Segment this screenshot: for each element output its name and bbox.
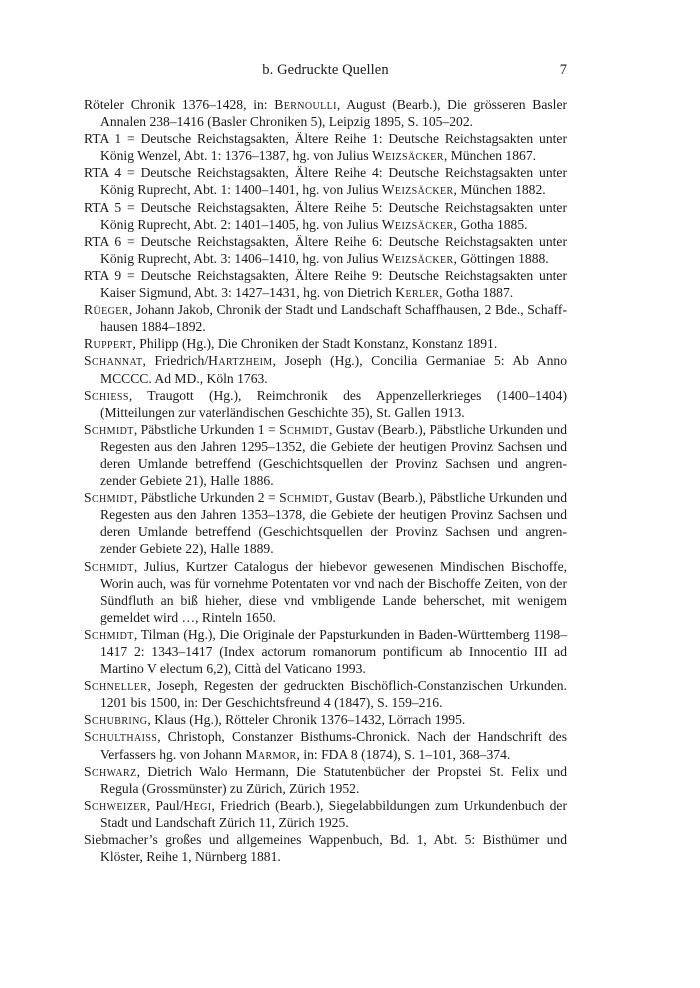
entry-text: , Johann Jakob, Chronik der Stadt und Landschaft Schaffhausen, 2 Bde., Schaff-hausen 1884–1892. xyxy=(100,302,567,335)
entry-text: , Gotha 1885. xyxy=(453,216,528,232)
author-name: Kerler xyxy=(395,285,440,301)
entry-text: , Dietrich Walo Hermann, Die Statutenbücher der Propstei St. Felix und Regula (Grossmünster) zu Zürich, Zürich 1952. xyxy=(100,763,567,796)
bibliography-entry xyxy=(84,421,567,489)
author-name: Schmidt xyxy=(84,626,134,642)
author-name: Schmidt xyxy=(84,558,134,574)
entry-text: , Gustav (Bearb.), Päbstliche Urkunden und Regesten aus den Jahren 1295–1352, die Gebiete der heutigen Provinz Sachsen und deren Umlande betreffend (Geschichtsquellen der Provinz Sachsen und angren-zender Gebiete 21), Halle 1886. xyxy=(100,421,567,489)
author-name: Ruppert xyxy=(84,336,133,352)
entry-text: , Päbstliche Urkunden 1 = xyxy=(133,421,280,437)
bibliography-list xyxy=(84,96,567,865)
page-number: 7 xyxy=(559,62,567,78)
author-name: Hegi xyxy=(183,797,212,813)
author-name: Schmidt xyxy=(84,421,134,437)
author-name: Rüeger xyxy=(84,302,129,318)
bibliography-entry xyxy=(84,233,567,267)
author-name: Weizsäcker xyxy=(381,250,454,266)
entry-text: RTA 6 = Deutsche Reichstagsakten, Ältere Reihe 6: Deutsche Reichstagsakten unter König Ruprecht, Abt. 3: 1406–1410, hg. von Julius xyxy=(84,233,567,266)
entry-text: , Gustav (Bearb.), Päbstliche Urkunden und Regesten aus den Jahren 1353–1378, die Gebiete der heutigen Provinz Sachsen und deren Umlande betreffend (Geschichtsquellen der Provinz Sachsen und angren-zender Gebiete 22), Halle 1889. xyxy=(100,490,567,557)
entry-text: , Traugott (Hg.), Reimchronik des Appenzellerkrieges (1400–1404) (Mitteilungen zur vaterländischen Geschichte 35), St. Gallen 1913. xyxy=(100,387,567,420)
entry-text: , Tilman (Hg.), Die Originale der Papsturkunden in Baden-Württemberg 1198–1417 2: 1343–1417 (Index actorum romanorum pontificum ab Innocentio III ad Martino V electum 6,2), Città del Vaticano 1993. xyxy=(100,626,567,677)
entry-text: , Christoph, Constanzer Bisthums-Chronick. Nach der Handschrift des Verfassers hg. von Johann xyxy=(100,729,567,762)
bibliography-entry xyxy=(84,677,567,711)
bibliography-entry xyxy=(84,267,567,301)
entry-text: , Päbstliche Urkunden 2 = xyxy=(133,490,280,506)
bibliography-entry xyxy=(84,199,567,233)
bibliography-entry xyxy=(84,797,567,831)
entry-text: Siebmacher’s großes und allgemeines Wappenbuch, Bd. 1, Abt. 5: Bisthümer und Klöster, Reihe 1, Nürnberg 1881. xyxy=(84,832,567,865)
bibliography-entry xyxy=(84,335,567,352)
author-name: Bernoulli xyxy=(274,97,337,112)
author-name: Schannat xyxy=(84,353,143,369)
bibliography-entry xyxy=(84,301,567,335)
author-name: Marmor xyxy=(245,746,297,762)
author-name: Weizsäcker xyxy=(372,148,444,164)
bibliography-entry xyxy=(84,558,567,626)
entry-text: , Klaus (Hg.), Rötteler Chronik 1376–1432, Lörrach 1995. xyxy=(147,712,466,728)
entry-text: , August (Bearb.), Die grösseren Basler Annalen 238–1416 (Basler Chroniken 5), Leipzig 1895, S. 105–202. xyxy=(100,97,567,130)
author-name: Schubring xyxy=(84,712,148,728)
bibliography-entry xyxy=(84,130,567,164)
bibliography-entry xyxy=(84,831,567,865)
entry-text: RTA 9 = Deutsche Reichstagsakten, Ältere Reihe 9: Deutsche Reichstagsakten unter Kaiser Sigmund, Abt. 3: 1427–1431, hg. von Dietrich xyxy=(84,267,567,301)
author-name: Schweizer xyxy=(84,797,147,813)
entry-text: , Gotha 1887. xyxy=(439,285,514,301)
author-name: Schiess xyxy=(84,387,129,403)
bibliography-entry xyxy=(84,711,567,728)
bibliography-entry xyxy=(84,626,567,677)
author-name: Weizsäcker xyxy=(381,216,454,232)
author-name: Schwarz xyxy=(84,763,137,779)
entry-text: , Göttingen 1888. xyxy=(453,250,549,266)
bibliography-entry xyxy=(84,489,567,557)
entry-text: , Paul/ xyxy=(146,797,184,813)
author-name: Schmidt xyxy=(84,490,134,506)
bibliography-entry xyxy=(84,352,567,386)
author-name: Schmidt xyxy=(279,490,329,506)
entry-text: , Julius, Kurtzer Catalogus der hiebevor gewesenen Mindischen Bischoffe, Worin auch, was für vornehme Potentaten vor vnd nach der Bischoffe Zeiten, von der Sündfluth an biß hieher, diese vnd vmbligende Lande beherschet, mit wenigem gemeldet wird …, Rinteln 1650. xyxy=(100,558,567,625)
entry-text: RTA 4 = Deutsche Reichstagsakten, Ältere Reihe 4: Deutsche Reichstagsakten unter König Ruprecht, Abt. 1: 1400–1401, hg. von Julius xyxy=(84,165,567,198)
author-name: Weizsäcker xyxy=(381,182,454,198)
bibliography-entry xyxy=(84,763,567,797)
entry-text: , München 1867. xyxy=(443,148,537,164)
entry-text: , in: FDA 8 (1874), S. 1–101, 368–374. xyxy=(296,746,511,762)
author-name: Schmidt xyxy=(279,421,329,437)
running-header xyxy=(84,62,567,82)
entry-text: RTA 1 = Deutsche Reichstagsakten, Ältere Reihe 1: Deutsche Reichstagsakten unter König Wenzel, Abt. 1: 1376–1387, hg. von Julius xyxy=(84,131,567,164)
entry-text: , Friedrich/ xyxy=(142,353,209,369)
entry-text: , Joseph (Hg.), Concilia Germaniae 5: Ab Anno MCCCC. Ad MD., Köln 1763. xyxy=(100,353,568,386)
bibliography-entry xyxy=(84,164,567,198)
bibliography-entry xyxy=(84,387,567,421)
author-name: Hartzheim xyxy=(208,353,273,369)
entry-text: , Joseph, Regesten der gedruckten Bischöflich-Constanzischen Urkunden. 1201 bis 1500, in: Der Geschichtsfreund 4 (1847), S. 159–216. xyxy=(100,678,567,711)
entry-text: , München 1882. xyxy=(453,182,546,198)
bibliography-entry xyxy=(84,96,567,130)
running-title: b. Gedruckte Quellen xyxy=(262,62,389,78)
author-name: Schneller xyxy=(84,678,148,694)
bibliography-entry xyxy=(84,728,567,762)
entry-text: Röteler Chronik 1376–1428, in: xyxy=(84,97,275,112)
author-name: Schulthaiss xyxy=(84,729,158,745)
entry-text: RTA 5 = Deutsche Reichstagsakten, Ältere Reihe 5: Deutsche Reichstagsakten unter König Ruprecht, Abt. 2: 1401–1405, hg. von Julius xyxy=(84,199,567,232)
entry-text: , Friedrich (Bearb.), Siegelabbildungen zum Urkundenbuch der Stadt und Landschaft Zürich 11, Zürich 1925. xyxy=(100,797,567,830)
entry-text: , Philipp (Hg.), Die Chroniken der Stadt Konstanz, Konstanz 1891. xyxy=(132,336,498,352)
